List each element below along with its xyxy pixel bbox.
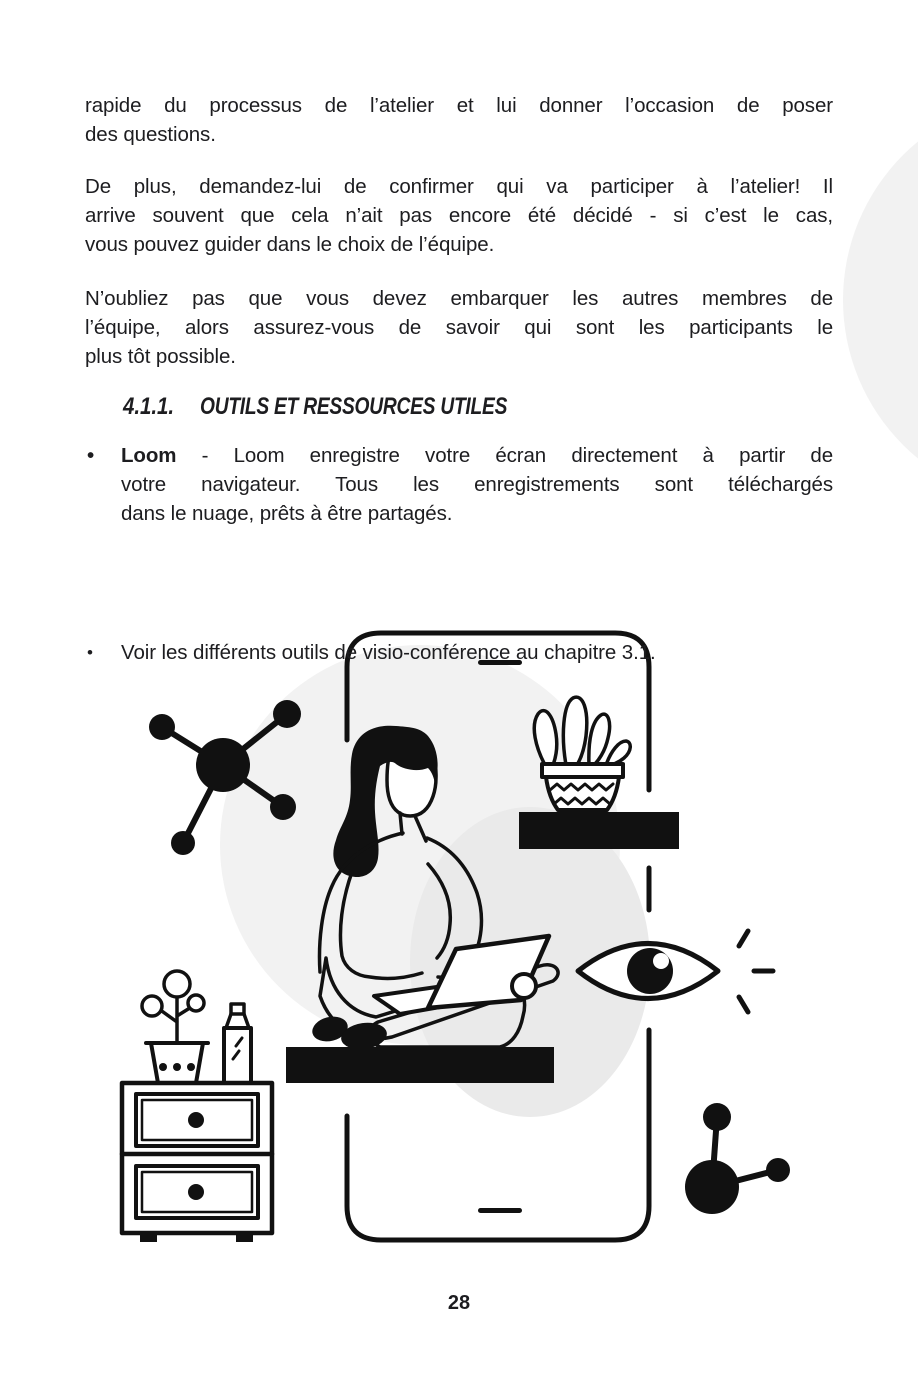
flower-plant-icon (142, 971, 208, 1083)
text-line: rapide du processus de l’atelier et lui donner l’occasion de poser (85, 94, 833, 117)
pupil-highlight (653, 953, 669, 969)
bold-term: Loom (121, 444, 177, 467)
text-line: l’équipe, alors assurez-vous de savoir qui sont les participants le (85, 316, 833, 339)
paragraph (85, 91, 833, 149)
sparkle-icon (739, 931, 773, 1012)
paragraph (85, 172, 833, 259)
text-line: dans le nuage, prêts à être partagés. (121, 502, 453, 525)
bullet-marker: • (87, 643, 93, 662)
potted-plant-icon (534, 697, 630, 810)
section-number: 4.1.1. (123, 393, 175, 420)
bullet-item (85, 638, 833, 667)
bullet-item (85, 441, 833, 528)
spray-bottle-icon (224, 1004, 251, 1083)
drawer-knob (188, 1112, 204, 1128)
home-line (478, 1208, 522, 1213)
text-line: des questions. (85, 123, 216, 146)
paragraph (85, 284, 833, 371)
text-line: Voir les différents outils de visio-conférence au chapitre 3.1. (121, 641, 656, 664)
text-line: De plus, demandez-lui de confirmer qui va participer à l’atelier! Il (85, 175, 833, 198)
background-blob (843, 95, 918, 505)
text-line: vous pouvez guider dans le choix de l’équipe. (85, 233, 495, 256)
bench-icon (286, 1047, 554, 1083)
text-line: Loom - Loom enregistre votre écran directement à partir de (121, 444, 833, 467)
bullet-marker: • (87, 444, 95, 467)
text-line: N’oubliez pas que vous devez embarquer les autres membres de (85, 287, 833, 310)
text-line: votre navigateur. Tous les enregistrements sont téléchargés (121, 473, 833, 496)
nightstand-icon (122, 971, 272, 1242)
molecule-icon-small (685, 1103, 790, 1214)
drawer-knob (188, 1184, 204, 1200)
text-line: plus tôt possible. (85, 345, 236, 368)
workspace-illustration (122, 633, 790, 1242)
page-number: 28 (447, 1292, 471, 1314)
section-heading (85, 392, 833, 422)
shelf-icon (519, 812, 679, 849)
text-line: arrive souvent que cela n’ait pas encore été décidé - si c’est le cas, (85, 204, 833, 227)
section-title: OUTILS ET RESSOURCES UTILES (200, 393, 508, 420)
